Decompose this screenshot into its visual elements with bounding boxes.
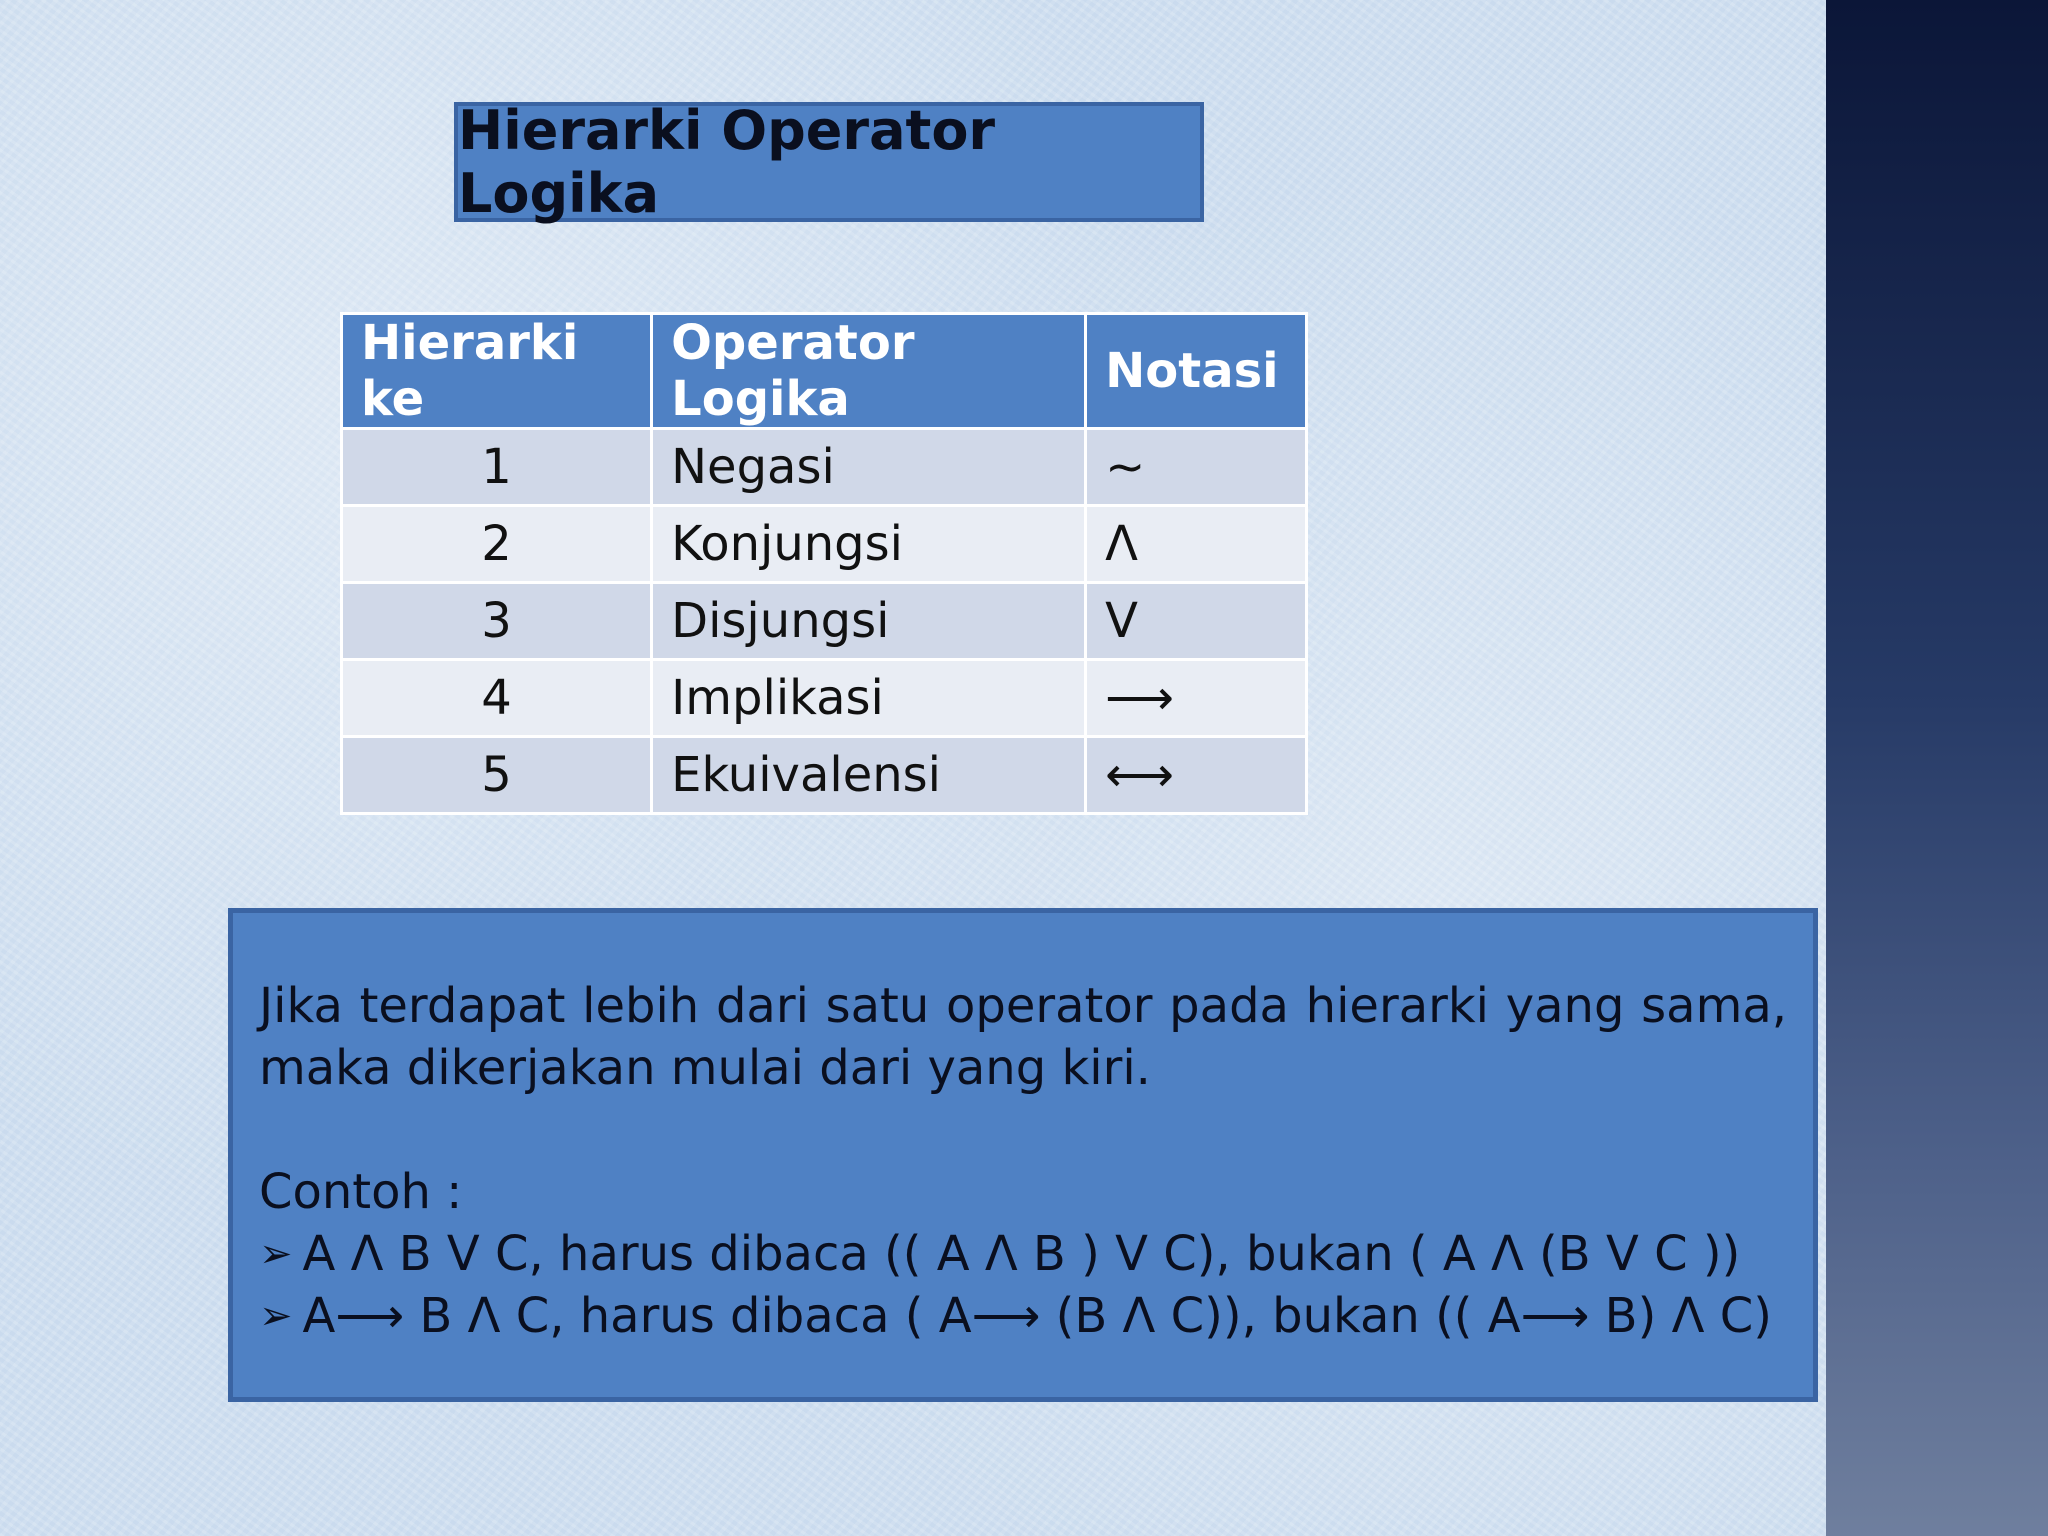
row-notation: V (1086, 583, 1307, 660)
header-notasi: Notasi (1086, 314, 1307, 429)
example-text: A Λ B V C, harus dibaca (( A Λ B ) V C), bukan ( A Λ (B V C )) (302, 1226, 1741, 1282)
row-number: 2 (342, 506, 652, 583)
table-row (342, 737, 1307, 814)
table-header-row (342, 314, 1307, 429)
note-box (228, 908, 1818, 1402)
table-row (342, 429, 1307, 506)
slide-title-text: Hierarki Operator Logika (458, 99, 996, 225)
row-operator: Disjungsi (652, 583, 1086, 660)
table-row (342, 660, 1307, 737)
row-notation: ⟷ (1086, 737, 1307, 814)
example-item (259, 1285, 1787, 1347)
note-paragraph: Jika terdapat lebih dari satu operator pada hierarki yang sama, maka dikerjakan mulai dari yang kiri. (259, 978, 1787, 1096)
row-notation: Λ (1086, 506, 1307, 583)
slide-title (454, 99, 1204, 225)
header-hierarki-ke: Hierarki ke (342, 314, 652, 429)
row-operator: Ekuivalensi (652, 737, 1086, 814)
header-operator-logika: Operator Logika (652, 314, 1086, 429)
table-row (342, 506, 1307, 583)
table-row (342, 583, 1307, 660)
decorative-side-panel (1826, 0, 2048, 1536)
row-number: 5 (342, 737, 652, 814)
arrow-bullet-icon: ➢ (259, 1231, 293, 1277)
row-number: 3 (342, 583, 652, 660)
row-number: 4 (342, 660, 652, 737)
operator-hierarchy-table (340, 312, 1308, 815)
example-text: A⟶ B Λ C, harus dibaca ( A⟶ (B Λ C)), bukan (( A⟶ B) Λ C) (302, 1288, 1772, 1344)
row-notation: ~ (1086, 429, 1307, 506)
row-operator: Konjungsi (652, 506, 1086, 583)
example-label: Contoh : (259, 1164, 463, 1220)
row-number: 1 (342, 429, 652, 506)
example-item (259, 1223, 1787, 1285)
note-spacer (259, 1099, 1787, 1161)
arrow-bullet-icon: ➢ (259, 1293, 293, 1339)
row-notation: ⟶ (1086, 660, 1307, 737)
row-operator: Negasi (652, 429, 1086, 506)
row-operator: Implikasi (652, 660, 1086, 737)
